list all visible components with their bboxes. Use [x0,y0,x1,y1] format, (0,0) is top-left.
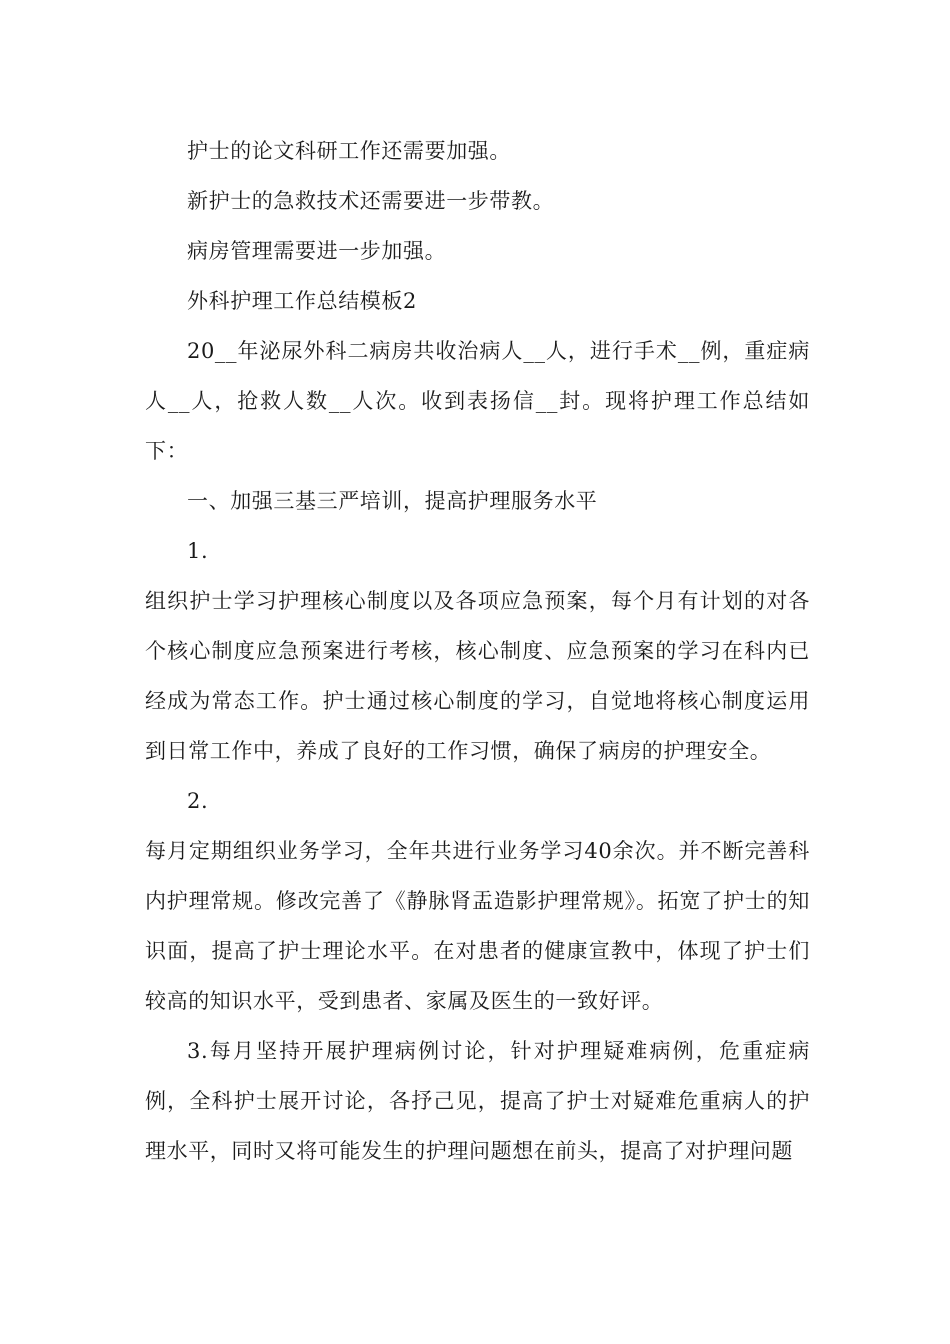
paragraph-case-discussion: 3.每月坚持开展护理病例讨论，针对护理疑难病例，危重症病例，全科护士展开讨论，各抒己见，提高了护士对疑难危重病人的护理水平，同时又将可能发生的护理问题想在前头，提高了对护理问题 [145,1039,810,1163]
heading-training: 一、加强三基三严培训，提高护理服务水平 [187,489,598,513]
list-number-2: 2. [187,789,209,813]
list-number-1: 1. [187,539,209,563]
paragraph-business-study: 每月定期组织业务学习，全年共进行业务学习40余次。并不断完善科内护理常规。修改完善了《静脉肾盂造影护理常规》。拓宽了护士的知识面，提高了护士理论水平。在对患者的健康宣教中，体现了护士们较高的知识水平，受到患者、家属及医生的一致好评。 [145,839,810,1013]
paragraph-emergency-training: 新护士的急救技术还需要进一步带教。 [187,189,555,213]
paragraph-thesis-research: 护士的论文科研工作还需要加强。 [187,139,511,163]
paragraph-core-system-study: 组织护士学习护理核心制度以及各项应急预案，每个月有计划的对各个核心制度应急预案进行考核，核心制度、应急预案的学习在科内已经成为常态工作。护士通过核心制度的学习，自觉地将核心制度运用到日常工作中，养成了良好的工作习惯，确保了病房的护理安全。 [145,589,810,763]
section-title: 外科护理工作总结模板2 [187,289,417,313]
paragraph-annual-stats: 20__年泌尿外科二病房共收治病人__人，进行手术__例，重症病人__人，抢救人数__人次。收到表扬信__封。现将护理工作总结如下： [145,339,810,463]
paragraph-ward-management: 病房管理需要进一步加强。 [187,239,447,263]
document-body [145,126,810,1176]
